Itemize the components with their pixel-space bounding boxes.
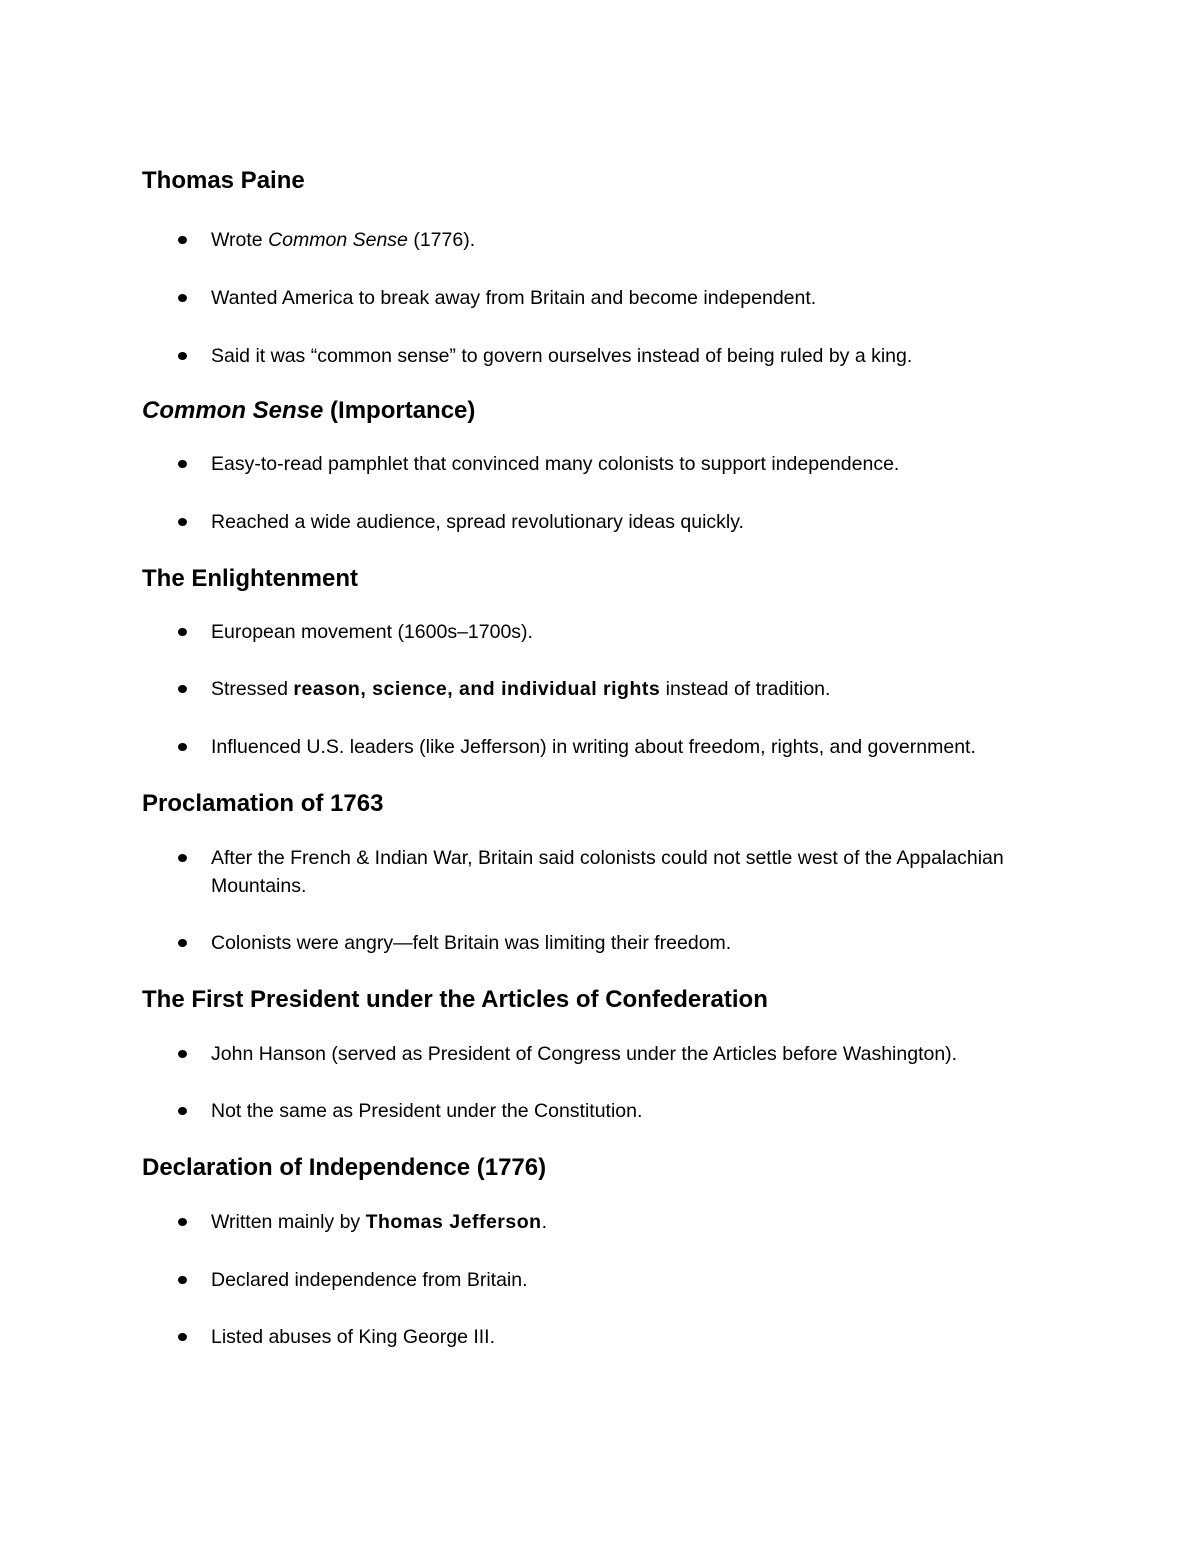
item-text: Reached a wide audience, spread revolutionary ideas quickly. [211, 511, 744, 533]
item-strong: reason, science, and individual rights [293, 678, 661, 700]
list-item [142, 733, 1071, 761]
list-item [142, 1097, 1071, 1125]
bullet-icon [178, 743, 187, 751]
item-text-end: (1776). [407, 229, 476, 251]
list-item [142, 1040, 1071, 1068]
section-heading-first-president: The First President under the Articles of Confederation [142, 986, 768, 1013]
section-heading-common-sense [142, 396, 1102, 426]
bullet-icon [178, 1050, 187, 1058]
bullet-icon [178, 1276, 187, 1284]
item-text-end: instead of tradition. [660, 678, 831, 700]
bullet-icon [178, 685, 187, 693]
heading-rest: (Importance) [323, 397, 476, 424]
item-text-end: . [541, 1211, 547, 1233]
item-text: Colonists were angry—felt Britain was limiting their freedom. [211, 932, 732, 954]
section-heading-thomas-paine: Thomas Paine [142, 167, 305, 194]
item-text: Written mainly by [211, 1211, 366, 1233]
bullet-icon [178, 1218, 187, 1226]
list-item [142, 450, 1071, 478]
section-heading-enlightenment: The Enlightenment [142, 565, 358, 592]
bullet-list-declaration [142, 1208, 1102, 1351]
bullet-list-first-president [142, 1040, 1102, 1125]
bullet-list-common-sense [142, 450, 1102, 536]
list-item [142, 844, 1071, 900]
item-text: Influenced U.S. leaders (like Jefferson) in writing about freedom, rights, and government. [211, 736, 976, 758]
bullet-list-enlightenment [142, 618, 1102, 761]
list-item [142, 342, 1071, 370]
item-emphasis: Common Sense [268, 229, 408, 251]
list-item [142, 284, 1071, 312]
list-item [142, 508, 1071, 536]
list-item [142, 618, 1071, 646]
item-text: After the French & Indian War, Britain said colonists could not settle west of the Appalachian Mountains. [211, 847, 1004, 897]
list-item [142, 929, 1071, 957]
document-page [142, 166, 1102, 1351]
bullet-icon [178, 460, 187, 468]
item-text: Said it was “common sense” to govern ourselves instead of being ruled by a king. [211, 345, 913, 367]
item-text: John Hanson (served as President of Congress under the Articles before Washington). [211, 1043, 958, 1065]
bullet-icon [178, 294, 187, 302]
list-item [142, 1266, 1071, 1294]
bullet-icon [178, 854, 187, 862]
bullet-icon [178, 939, 187, 947]
bullet-list-thomas-paine [142, 226, 1102, 370]
list-item [142, 675, 1071, 703]
item-text: Easy-to-read pamphlet that convinced many colonists to support independence. [211, 453, 900, 475]
item-text: European movement (1600s–1700s). [211, 621, 533, 643]
bullet-icon [178, 1107, 187, 1115]
bullet-icon [178, 518, 187, 526]
section-heading-declaration: Declaration of Independence (1776) [142, 1154, 547, 1181]
item-text: Listed abuses of King George III. [211, 1326, 496, 1348]
item-text: Declared independence from Britain. [211, 1269, 528, 1291]
bullet-icon [178, 236, 187, 244]
item-text: Wrote [211, 229, 269, 251]
item-text: Wanted America to break away from Britain and become independent. [211, 287, 817, 309]
list-item [142, 226, 1071, 254]
heading-emphasis: Common Sense [142, 397, 324, 424]
item-strong: Thomas Jefferson [365, 1211, 542, 1233]
list-item [142, 1323, 1071, 1351]
bullet-icon [178, 1333, 187, 1341]
list-item [142, 1208, 1071, 1236]
bullet-icon [178, 628, 187, 636]
item-text: Not the same as President under the Constitution. [211, 1100, 643, 1122]
section-heading-proclamation: Proclamation of 1763 [142, 790, 384, 817]
bullet-list-proclamation [142, 844, 1102, 957]
bullet-icon [178, 352, 187, 360]
item-text: Stressed [211, 678, 294, 700]
